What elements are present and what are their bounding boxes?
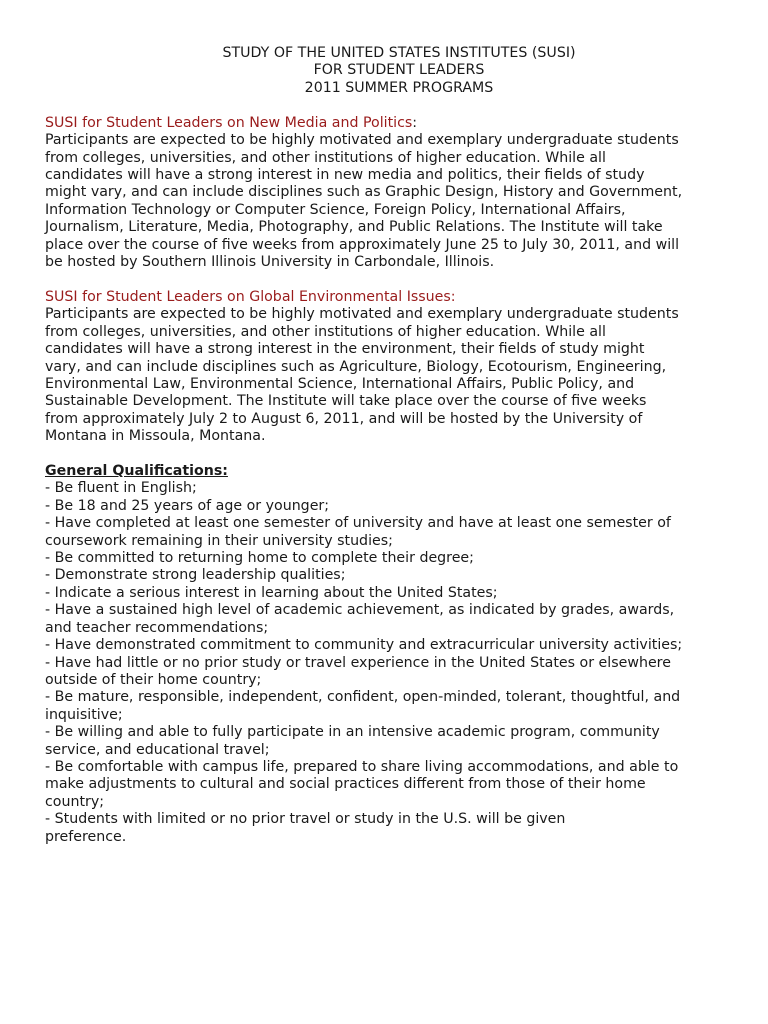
document-title bbox=[63, 45, 735, 97]
section-heading-new-media-text: SUSI for Student Leaders on New Media and Politics bbox=[45, 114, 413, 131]
list-item: - Have had little or no prior study or travel experience in the United States or elsewhere bbox=[45, 654, 671, 671]
paragraph-line: Journalism, Literature, Media, Photography, and Public Relations. The Institute will take bbox=[45, 219, 663, 236]
section-heading-new-media-colon: : bbox=[412, 114, 418, 131]
list-item: - Students with limited or no prior travel or study in the U.S. will be given bbox=[45, 811, 566, 828]
section-body-new-media bbox=[45, 132, 735, 271]
title-line-3: 2011 SUMMER PROGRAMS bbox=[304, 79, 494, 96]
list-item: - Be mature, responsible, independent, confident, open-minded, tolerant, thoughtful, and bbox=[45, 689, 681, 706]
section-new-media-politics bbox=[45, 115, 735, 272]
section-heading-new-media bbox=[45, 115, 735, 132]
list-item: - Be willing and able to fully participate in an intensive academic program, community bbox=[45, 724, 660, 741]
paragraph-line: be hosted by Southern Illinois University in Carbondale, Illinois. bbox=[45, 253, 495, 270]
paragraph-line: place over the course of five weeks from approximately June 25 to July 30, 2011, and will bbox=[45, 236, 680, 253]
qualifications-list bbox=[45, 480, 735, 846]
list-item: coursework remaining in their university studies; bbox=[45, 532, 393, 549]
paragraph-line: Environmental Law, Environmental Science, International Affairs, Public Policy, and bbox=[45, 375, 635, 392]
section-heading-environmental: SUSI for Student Leaders on Global Environmental Issues: bbox=[45, 288, 456, 305]
list-item: - Have completed at least one semester of university and have at least one semester of bbox=[45, 515, 671, 532]
list-item: and teacher recommendations; bbox=[45, 619, 269, 636]
list-item: country; bbox=[45, 793, 105, 810]
paragraph-line: from colleges, universities, and other institutions of higher education. While all bbox=[45, 149, 606, 166]
title-line-1: STUDY OF THE UNITED STATES INSTITUTES (SUSI) bbox=[222, 45, 576, 61]
paragraph-line: from approximately July 2 to August 6, 2011, and will be hosted by the University of bbox=[45, 410, 643, 427]
list-item: service, and educational travel; bbox=[45, 741, 270, 758]
list-item: outside of their home country; bbox=[45, 671, 262, 688]
section-body-environmental bbox=[45, 306, 735, 445]
section-global-environmental bbox=[45, 289, 735, 446]
list-item: - Be comfortable with campus life, prepared to share living accommodations, and able to bbox=[45, 758, 679, 775]
paragraph-line: from colleges, universities, and other institutions of higher education. While all bbox=[45, 323, 606, 340]
list-item: preference. bbox=[45, 828, 127, 845]
list-item: - Be 18 and 25 years of age or younger; bbox=[45, 497, 330, 514]
list-item: - Demonstrate strong leadership qualities; bbox=[45, 567, 346, 584]
list-item: - Be committed to returning home to complete their degree; bbox=[45, 550, 474, 567]
paragraph-line: Participants are expected to be highly motivated and exemplary undergraduate students bbox=[45, 132, 679, 149]
paragraph-line: Information Technology or Computer Science, Foreign Policy, International Affairs, bbox=[45, 201, 626, 218]
paragraph-line: Montana in Missoula, Montana. bbox=[45, 428, 266, 445]
title-line-2: FOR STUDENT LEADERS bbox=[313, 62, 485, 79]
list-item: inquisitive; bbox=[45, 706, 123, 723]
list-item: - Have demonstrated commitment to community and extracurricular university activities; bbox=[45, 637, 683, 654]
section-general-qualifications bbox=[45, 463, 735, 846]
list-item: make adjustments to cultural and social practices different from those of their home bbox=[45, 776, 646, 793]
paragraph-line: vary, and can include disciplines such as Agriculture, Biology, Ecotourism, Engineering, bbox=[45, 358, 667, 375]
list-item: - Have a sustained high level of academic achievement, as indicated by grades, awards, bbox=[45, 602, 675, 619]
paragraph-line: Sustainable Development. The Institute will take place over the course of five weeks bbox=[45, 393, 647, 410]
qualifications-heading: General Qualifications: bbox=[45, 463, 228, 480]
paragraph-line: candidates will have a strong interest in the environment, their fields of study might bbox=[45, 341, 645, 358]
paragraph-line: might vary, and can include disciplines such as Graphic Design, History and Government, bbox=[45, 184, 683, 201]
paragraph-line: candidates will have a strong interest in new media and politics, their fields of study bbox=[45, 166, 645, 183]
list-item: - Indicate a serious interest in learning about the United States; bbox=[45, 584, 498, 601]
paragraph-line: Participants are expected to be highly motivated and exemplary undergraduate students bbox=[45, 306, 679, 323]
document-page bbox=[45, 45, 735, 846]
list-item: - Be fluent in English; bbox=[45, 480, 197, 497]
